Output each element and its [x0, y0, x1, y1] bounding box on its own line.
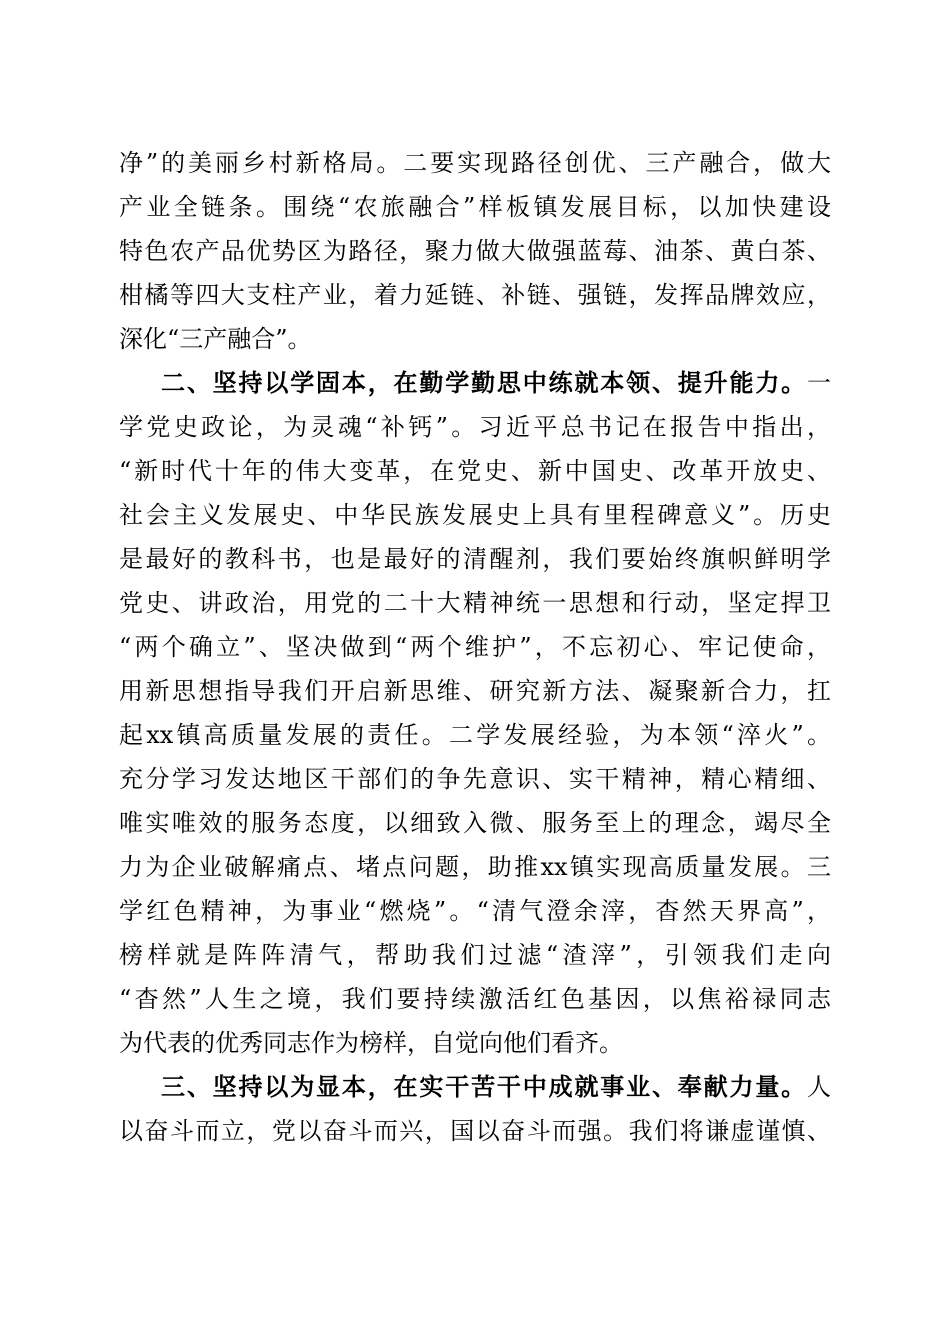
- paragraph-line: 是最好的教科书，也是最好的清醒剂，我们要始终旗帜鲜明学: [119, 545, 831, 573]
- paragraph-line: 用新思想指导我们开启新思维、研究新方法、凝聚新合力，扛: [119, 677, 831, 705]
- section-three-first-line: [161, 1067, 831, 1107]
- paragraph-line: 党史、讲政治，用党的二十大精神统一思想和行动，坚定捍卫: [119, 589, 831, 617]
- section-heading-three: 三、坚持以为显本，在实干苦干中成就事业、奉献力量。: [161, 1073, 807, 1101]
- paragraph-line: 社会主义发展史、中华民族发展史上具有里程碑意义”。历史: [119, 501, 831, 529]
- paragraph-line: 充分学习发达地区干部们的争先意识、实干精神，精心精细、: [119, 765, 831, 793]
- paragraph-line: “新时代十年的伟大变革，在党史、新中国史、改革开放史、: [119, 457, 831, 485]
- section-two-first-line: [161, 363, 831, 403]
- paragraph-line: 以奋斗而立，党以奋斗而兴，国以奋斗而强。我们将谦虚谨慎、: [119, 1117, 831, 1145]
- paragraph-line-tail: 人: [807, 1073, 831, 1101]
- paragraph-line: 净”的美丽乡村新格局。二要实现路径创优、三产融合，做大: [119, 149, 831, 177]
- paragraph-line: 唯实唯效的服务态度，以细致入微、服务至上的理念，竭尽全: [119, 809, 831, 837]
- paragraph-line: 榜样就是阵阵清气，帮助我们过滤“渣滓”，引领我们走向: [119, 941, 831, 969]
- paragraph-line: 力为企业破解痛点、堵点问题，助推xx镇实现高质量发展。三: [119, 853, 831, 881]
- paragraph-line: 起xx镇高质量发展的责任。二学发展经验，为本领“淬火”。: [119, 721, 831, 749]
- paragraph-line: 为代表的优秀同志作为榜样，自觉向他们看齐。: [119, 1029, 623, 1057]
- paragraph-line: 特色农产品优势区为路径，聚力做大做强蓝莓、油茶、黄白茶、: [119, 237, 831, 265]
- paragraph-line: “杳然”人生之境，我们要持续激活红色基因，以焦裕禄同志: [119, 985, 831, 1013]
- paragraph-line: 产业全链条。围绕“农旅融合”样板镇发展目标，以加快建设: [119, 193, 831, 221]
- paragraph-line: 学红色精神，为事业“燃烧”。“清气澄余滓，杳然天界高”，: [119, 897, 831, 925]
- paragraph-line: 学党史政论，为灵魂“补钙”。习近平总书记在报告中指出，: [119, 413, 831, 441]
- paragraph-line: 深化“三产融合”。: [119, 325, 312, 353]
- paragraph-line: 柑橘等四大支柱产业，着力延链、补链、强链，发挥品牌效应，: [119, 281, 831, 309]
- section-heading-two: 二、坚持以学固本，在勤学勤思中练就本领、提升能力。: [161, 369, 807, 397]
- paragraph-line-tail: 一: [807, 369, 831, 397]
- paragraph-line: “两个确立”、坚决做到“两个维护”，不忘初心、牢记使命，: [119, 633, 831, 661]
